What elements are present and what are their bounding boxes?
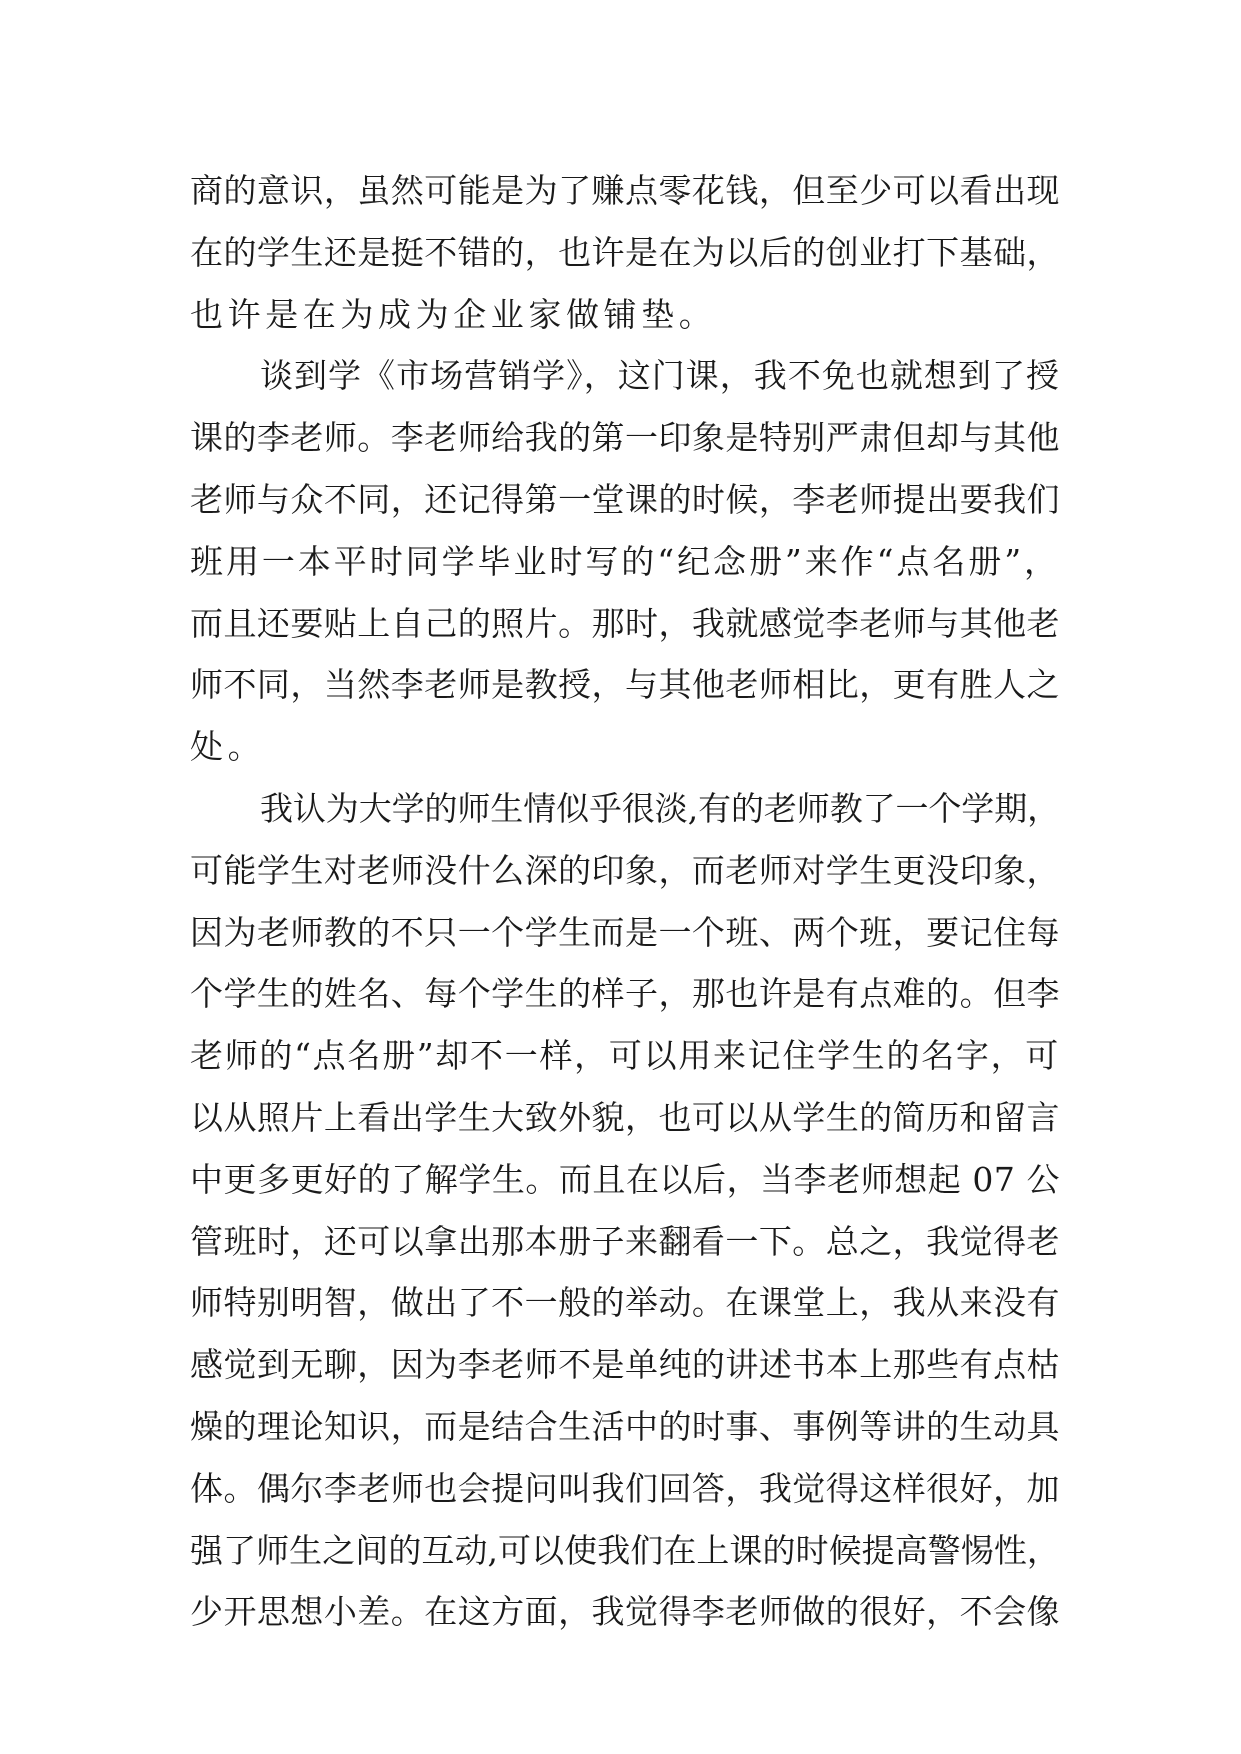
text-line: 谈到学《市场营销学》，这门课，我不免也就想到了授 (260, 356, 1060, 396)
text-line: 燥的理论知识，而是结合生活中的时事、事例等讲的生动具 (190, 1406, 1060, 1446)
text-line: 中更多更好的了解学生。而且在以后，当李老师想起 07 公 (190, 1159, 1060, 1199)
text-line: 少开思想小差。在这方面，我觉得李老师做的很好，不会像 (190, 1592, 1060, 1632)
text-line: 强了师生之间的互动,可以使我们在上课的时候提高警惕性， (190, 1530, 1060, 1570)
text-line: 老师的“点名册”却不一样，可以用来记住学生的名字，可 (190, 1036, 1060, 1076)
body-text (190, 160, 1060, 1643)
text-line: 体。偶尔李老师也会提问叫我们回答，我觉得这样很好，加 (190, 1468, 1060, 1508)
text-line: 师特别明智，做出了不一般的举动。在课堂上，我从来没有 (190, 1283, 1060, 1323)
text-line: 处。 (190, 727, 266, 767)
text-line: 老师与众不同，还记得第一堂课的时候，李老师提出要我们 (190, 479, 1060, 519)
text-line: 感觉到无聊，因为李老师不是单纯的讲述书本上那些有点枯 (190, 1345, 1060, 1385)
text-line: 管班时，还可以拿出那本册子来翻看一下。总之，我觉得老 (190, 1221, 1060, 1261)
text-line: 而且还要贴上自己的照片。那时，我就感觉李老师与其他老 (190, 603, 1060, 643)
text-line: 因为老师教的不只一个学生而是一个班、两个班，要记住每 (190, 912, 1060, 952)
text-line: 师不同，当然李老师是教授，与其他老师相比，更有胜人之 (190, 665, 1060, 705)
text-line: 课的李老师。李老师给我的第一印象是特别严肃但却与其他 (190, 418, 1060, 458)
text-line: 我认为大学的师生情似乎很淡,有的老师教了一个学期， (260, 788, 1060, 828)
text-line: 班用一本平时同学毕业时写的“纪念册”来作“点名册”， (190, 541, 1060, 581)
text-line: 可能学生对老师没什么深的印象，而老师对学生更没印象， (190, 850, 1060, 890)
text-line: 也许是在为成为企业家做铺垫。 (190, 294, 717, 334)
text-line: 个学生的姓名、每个学生的样子，那也许是有点难的。但李 (190, 974, 1060, 1014)
text-line: 商的意识，虽然可能是为了赚点零花钱，但至少可以看出现 (190, 171, 1060, 210)
text-line: 在的学生还是挺不错的，也许是在为以后的创业打下基础， (190, 232, 1060, 272)
text-line: 以从照片上看出学生大致外貌，也可以从学生的简历和留言 (190, 1097, 1060, 1137)
